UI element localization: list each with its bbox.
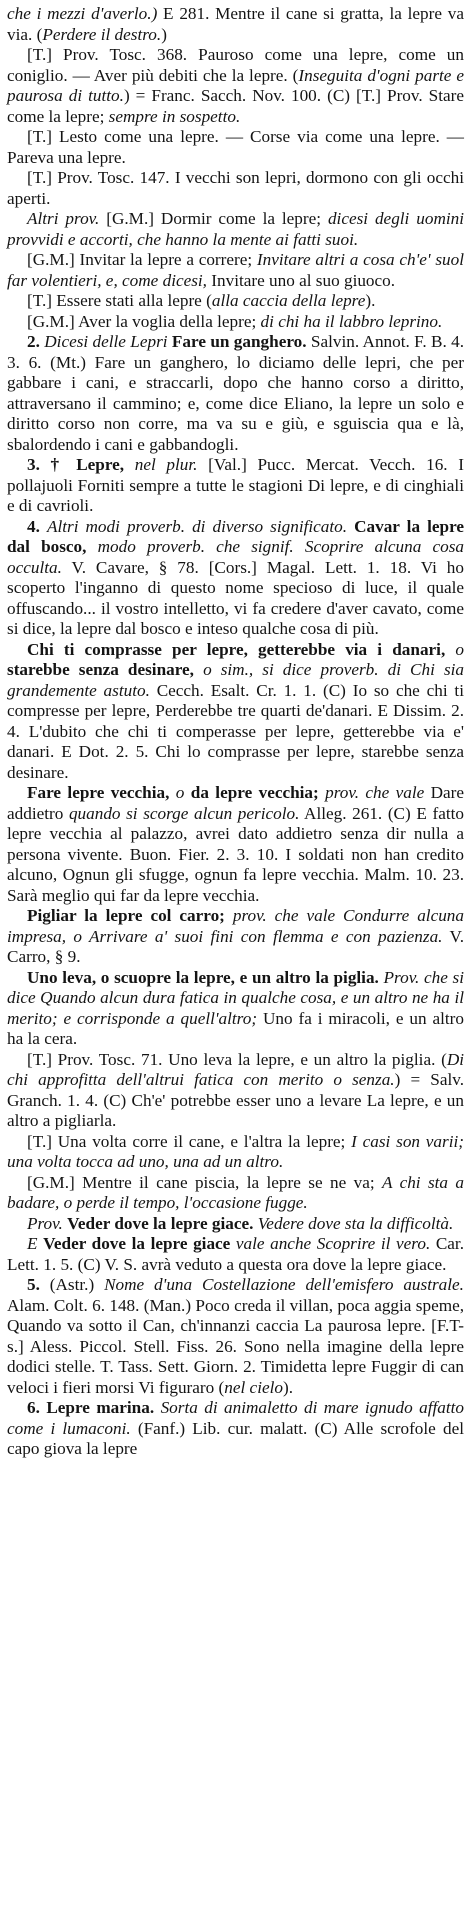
- entry-paragraph: [7, 291, 464, 312]
- run-bold: Pigliar la lepre col carro;: [27, 906, 225, 925]
- entry-paragraph: [7, 517, 464, 640]
- run-italic: vale anche Scoprire il vero.: [235, 1234, 431, 1253]
- run-italic: Invitare altri a cosa ch'e' suol far volentieri, e, come dicesi,: [7, 250, 464, 290]
- run-italic: nel plur.: [134, 455, 198, 474]
- run-text: (Fanf.) Lib. cur. malatt. (C) Alle scrofole del capo giova la lepre: [7, 1418, 464, 1458]
- run-italic: o: [175, 783, 185, 802]
- run-bold: Veder dove la lepre giace: [43, 1234, 231, 1253]
- run-text: [T.] Lesto come una lepre. — Corse via come una lepre. — Pareva una lepre.: [7, 127, 464, 167]
- entry-paragraph: [7, 332, 464, 455]
- run-text: [T.] Prov. Tosc. 71. Uno leva la lepre, e un altro la piglia. (: [27, 1049, 447, 1069]
- run-bold: Veder dove la lepre giace.: [67, 1213, 254, 1233]
- run-italic: o: [455, 639, 464, 659]
- entry-paragraph: [7, 640, 464, 784]
- run-italic: Nome d'una Costellazione dell'emisfero australe.: [104, 1275, 464, 1294]
- run-text: Uno fa i miracoli, e un altro ha la cera.: [7, 1008, 464, 1048]
- run-text: [Val.] Pucc. Mercat. Vecch. 16. I pollajuoli Forniti sempre a tutte le stagioni Di lepre, e di cinghiali e di cavrioli.: [7, 455, 464, 515]
- run-italic: Perdere il destro.: [42, 24, 162, 44]
- entry-paragraph: [7, 250, 464, 291]
- run-italic: di chi ha il labbro leprino.: [260, 311, 443, 331]
- run-text: Alleg. 261. (C) E fatto lepre vecchia al palazzo, avrei dato addietro senza dir nulla a persona vivente. Buon. Fier. 2. 3. 10. I soldati non han credito alcuno, Ognun gli sfugge, ognun fa lepre vecchia. Malm. 10. 23. Sarà meglio qui far da lepre vecchia.: [7, 803, 464, 905]
- entry-paragraph: [7, 168, 464, 209]
- run-text: V. Carro, § 9.: [7, 926, 464, 966]
- run-text: [40, 517, 47, 536]
- run-italic: prov. che vale: [325, 783, 425, 802]
- run-text: [G.M.] Aver la voglia della lepre;: [27, 311, 261, 331]
- run-text: [225, 906, 233, 925]
- run-italic: Vedere dove sta la difficoltà.: [257, 1213, 454, 1233]
- run-text: ).: [282, 1377, 293, 1397]
- run-italic: quando si scorge alcun pericolo.: [68, 803, 300, 823]
- run-text: Alam. Colt. 6. 148. (Man.) Poco creda il villan, poca aggia speme, Quando va sotto il Can, ch'innanzi caccia La paurosa lepre. [F.T-s.] Aless. Piccol. Stell. Fiss. 26. Sono nella imagine della lepre dodici stelle. T. Tass. Sett. Giorn. 2. Timidetta lepre Fuggir di can veloci i fieri morsi Vi figuraro (: [7, 1295, 464, 1397]
- entry-paragraph: [7, 1132, 464, 1173]
- run-text: (Astr.): [39, 1275, 105, 1294]
- entry-paragraph: [7, 1173, 464, 1214]
- run-italic: A chi sta a badare, o perde il tempo, l'occasione fugge.: [7, 1172, 464, 1212]
- run-text: [86, 537, 97, 556]
- run-text: [445, 640, 455, 659]
- run-text: Salvin. Annot. F. B. 4. 3. 6. (Mt.) Fare un ganghero, lo diciamo delle lepri, che per gabbare i cani, e straccarli, dopo che hanno corso a diritto, attraversano il cammino; e, come dice Eliano, la lepre un solo e diritto corso non corre, ma va su e giù, e sguiscia qua e là, sbalordendo i cani e gabbandogli.: [7, 332, 465, 454]
- run-italic: Altri prov.: [27, 209, 100, 228]
- run-text: Dare addietro: [7, 783, 465, 823]
- run-bold: 2.: [27, 332, 40, 351]
- entry-paragraph: [7, 1214, 464, 1235]
- run-italic: o sim., si dice proverb. di Chi sia grandemente astuto.: [7, 660, 464, 700]
- run-text: ): [161, 24, 167, 44]
- run-italic: che i mezzi d'averlo.): [7, 4, 158, 23]
- run-text: ).: [365, 291, 376, 310]
- entry-paragraph: [7, 45, 464, 127]
- run-text: [T.] Prov. Tosc. 368. Pauroso come una lepre, come un coniglio. — Aver più debiti che la lepre. (: [7, 45, 464, 85]
- run-text: [T.] Essere stati alla lepre (: [27, 291, 212, 310]
- run-bold: starebbe senza desinare,: [7, 660, 194, 679]
- run-italic: alla caccia della lepre: [211, 291, 366, 310]
- run-text: V. Cavare, § 78. [Cors.] Magal. Lett. 1. 18. Vi ho scoperto l'inganno di questo nome specioso di luce, il quale offuscando... il vostro intelletto, vi fa credere d'aver cavato, come si dice, la lepre dal bosco e inteso qualche cosa di più.: [7, 557, 464, 638]
- run-italic: E: [27, 1234, 38, 1253]
- run-bold: Fare lepre vecchia,: [27, 783, 170, 802]
- run-text: Invitare uno al suo giuoco.: [206, 270, 396, 290]
- run-text: ) = Franc. Sacch. Nov. 100. (C) [T.] Prov. Stare come la lepre;: [7, 86, 464, 126]
- run-text: Cecch. Esalt. Cr. 1. 1. (C) Io so che chi ti compresse per lepre, Perderebbe tre quarti de'danari. E Dissim. 2. 4. L'dubito che chi ti comperasse per lepre, getterebbe via e' danari. E Dot. 2. 5. Chi lo comprasse per lepre, starebbe senza desinare.: [7, 680, 464, 782]
- entry-paragraph: [7, 1234, 464, 1275]
- run-bold: Uno leva, o scuopre la lepre, e un altro la piglia.: [27, 967, 379, 987]
- run-italic: Inseguita d'ogni parte e paurosa di tutto.: [7, 65, 465, 105]
- run-bold: Chi ti comprasse per lepre, getterebbe via i danari,: [27, 639, 446, 659]
- run-bold: da lepre vecchia;: [190, 783, 319, 802]
- run-bold: Fare un ganghero.: [171, 332, 307, 351]
- entry-paragraph: [7, 1275, 464, 1398]
- run-italic: I casi son varii; una volta tocca ad uno, una ad un altro.: [7, 1131, 464, 1171]
- entry-paragraph: [7, 455, 464, 517]
- run-text: Car. Lett. 1. 5. (C) V. S. avrà veduto a questa ora dove la lepre giace.: [7, 1234, 465, 1274]
- run-text: [T.] Una volta corre il cane, e l'altra la lepre;: [27, 1131, 352, 1151]
- run-italic: prov. che vale Condurre alcuna impresa, o Arrivare a' suoi fini con flemma e con pazienza.: [7, 906, 464, 946]
- run-text: [G.M.] Dormir come la lepre;: [99, 209, 328, 228]
- run-bold: 6. Lepre marina.: [27, 1398, 155, 1417]
- run-text: [194, 660, 203, 679]
- run-text: [T.] Prov. Tosc. 147. I vecchi son lepri, dormono con gli occhi aperti.: [7, 168, 464, 208]
- run-italic: Prov. che si dice Quando alcun dura fatica in qualche cosa, e un altro ne ha il merito; e corrisponde a quell'altro;: [7, 967, 465, 1028]
- run-text: ) = Salv. Granch. 1. 4. (C) Ch'e' potrebbe esser uno a levare La lepre, e un altro a pigliarla.: [7, 1070, 465, 1130]
- run-italic: sempre in sospetto.: [108, 106, 241, 126]
- run-bold: 4.: [27, 516, 40, 536]
- entry-paragraph: [7, 783, 464, 906]
- entry-paragraph: [7, 4, 464, 45]
- run-text: E 281. Mentre il cane si gratta, la lepre va via. (: [7, 4, 464, 44]
- run-text: [124, 455, 135, 474]
- run-italic: Prov.: [27, 1213, 63, 1233]
- run-italic: Di chi approfitta dell'altrui fatica con merito o senza.: [7, 1049, 464, 1089]
- entry-paragraph: [7, 312, 464, 333]
- run-text: [G.M.] Mentre il cane piscia, la lepre se ne va;: [27, 1172, 382, 1192]
- run-bold: 3. † Lepre,: [27, 455, 125, 474]
- run-bold: 5.: [27, 1275, 40, 1294]
- run-bold: Cavar la lepre dal bosco,: [7, 516, 465, 556]
- entry-paragraph: [7, 1398, 464, 1460]
- run-italic: modo proverb. che signif. Scoprire alcuna cosa occulta.: [7, 537, 464, 577]
- entry-paragraph: [7, 209, 464, 250]
- run-italic: nel cielo: [224, 1377, 283, 1397]
- run-italic: Altri modi proverb. di diverso significato.: [46, 516, 348, 536]
- entry-paragraph: [7, 968, 464, 1050]
- run-italic: dicesi degli uomini provvidi e accorti, che hanno la mente ai fatti suoi.: [7, 209, 464, 249]
- run-italic: Sorta di animaletto di mare ignudo affatto come i lumaconi.: [7, 1398, 464, 1438]
- run-italic: Dicesi delle Lepri: [44, 332, 168, 351]
- entry-paragraph: [7, 1050, 464, 1132]
- run-text: [G.M.] Invitar la lepre a correre;: [27, 250, 257, 269]
- entry-paragraph: [7, 127, 464, 168]
- entry-paragraph: [7, 906, 464, 968]
